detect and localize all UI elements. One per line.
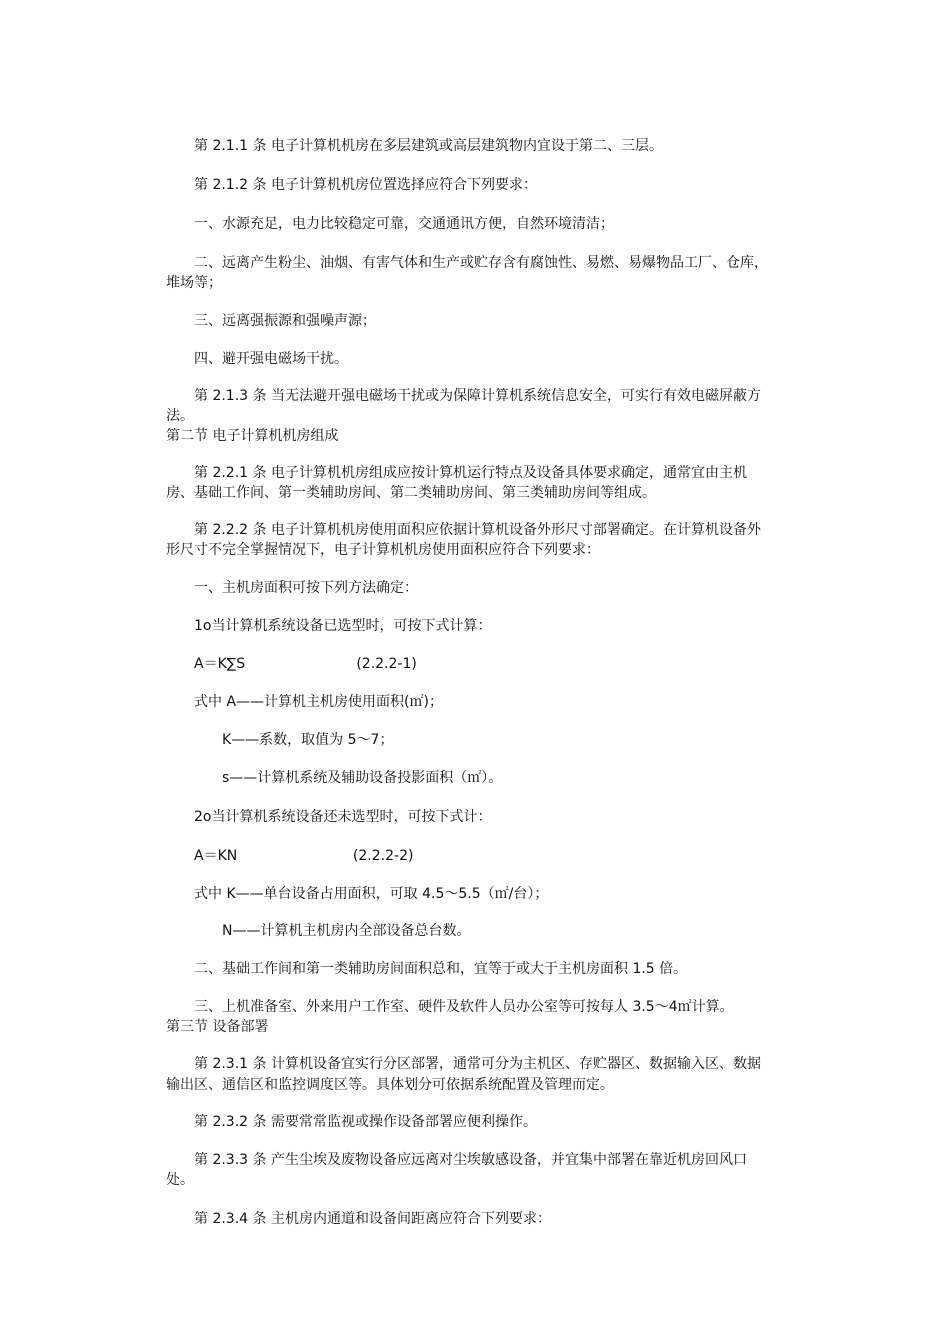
clause-2-3-1-line-1: 第 2.3.1 条 计算机设备宜实行分区部署，通常可分为主机区、存贮器区、数据输入区、数据: [194, 1056, 761, 1072]
list-item-4: 四、避开强电磁场干扰。: [194, 351, 348, 367]
formula-1-var-s: s——计算机系统及辅助设备投影面积（㎡）。: [222, 770, 503, 786]
clause-2-2-2-line-1: 第 2.2.2 条 电子计算机机房使用面积应依据计算机设备外形尺寸部署确定。在计算机设备外: [194, 522, 761, 538]
list-item-2-line-1: 二、远离产生粉尘、油烟、有害气体和生产或贮存含有腐蚀性、易燃、易爆物品工厂、仓库，: [194, 255, 768, 271]
clause-2-2-1-line-2: 房、基础工作间、第一类辅助房间、第二类辅助房间、第三类辅助房间等组成。: [166, 485, 656, 501]
section-heading-2: 第二节 电子计算机机房组成: [166, 428, 339, 444]
list-item-1: 一、水源充足，电力比较稳定可靠，交通通讯方便，自然环境清洁；: [194, 216, 614, 232]
formula-1-var-a: 式中 A——计算机主机房使用面积(㎡)；: [194, 694, 443, 710]
area-item-2: 二、基础工作间和第一类辅助房间面积总和，宜等于或大于主机房面积 1.5 倍。: [194, 961, 688, 977]
clause-2-1-1: 第 2.1.1 条 电子计算机机房在多层建筑或高层建筑物内宜设于第二、三层。: [194, 138, 663, 154]
formula-2-2-2-1: A＝K∑S (2.2.2-1): [194, 656, 417, 672]
clause-2-1-3-line-2: 法。: [166, 408, 194, 424]
section-heading-3: 第三节 设备部署: [166, 1019, 269, 1035]
area-method-heading: 一、主机房面积可按下列方法确定：: [194, 580, 418, 596]
formula-1-var-k: K——系数，取值为 5～7；: [222, 732, 394, 748]
formula-2-var-n: N——计算机主机房内全部设备总台数。: [222, 923, 471, 939]
clause-2-2-2-line-2: 形尺寸不完全掌握情况下，电子计算机机房使用面积应符合下列要求：: [166, 542, 600, 558]
clause-2-3-3-line-1: 第 2.3.3 条 产生尘埃及废物设备应远离对尘埃敏感设备，并宜集中部署在靠近机房回风口: [194, 1152, 747, 1168]
clause-2-1-3-line-1: 第 2.1.3 条 当无法避开强电磁场干扰或为保障计算机系统信息安全，可实行有效电磁屏蔽方: [194, 388, 761, 404]
clause-2-2-1-line-1: 第 2.2.1 条 电子计算机机房组成应按计算机运行特点及设备具体要求确定，通常宜由主机: [194, 465, 747, 481]
formula-2-2-2-2: A＝KN (2.2.2-2): [194, 848, 414, 864]
clause-2-3-4: 第 2.3.4 条 主机房内通道和设备间距离应符合下列要求：: [194, 1211, 551, 1227]
clause-2-1-2: 第 2.1.2 条 电子计算机机房位置选择应符合下列要求：: [194, 177, 537, 193]
method-2-text: 2o当计算机系统设备还未选型时，可按下式计：: [194, 809, 492, 825]
formula-2-var-k: 式中 K——单台设备占用面积，可取 4.5～5.5（㎡/台）；: [194, 886, 549, 902]
clause-2-3-3-line-2: 处。: [166, 1172, 194, 1188]
method-1-text: 1o当计算机系统设备已选型时，可按下式计算：: [194, 618, 492, 634]
clause-2-3-2: 第 2.3.2 条 需要常常监视或操作设备部署应便利操作。: [194, 1114, 537, 1130]
list-item-2-line-2: 堆场等；: [166, 275, 222, 291]
list-item-3: 三、远离强振源和强噪声源；: [194, 313, 376, 329]
area-item-3: 三、上机准备室、外来用户工作室、硬件及软件人员办公室等可按每人 3.5～4㎡计算。: [194, 999, 734, 1015]
clause-2-3-1-line-2: 输出区、通信区和监控调度区等。具体划分可依据系统配置及管理而定。: [166, 1077, 614, 1093]
